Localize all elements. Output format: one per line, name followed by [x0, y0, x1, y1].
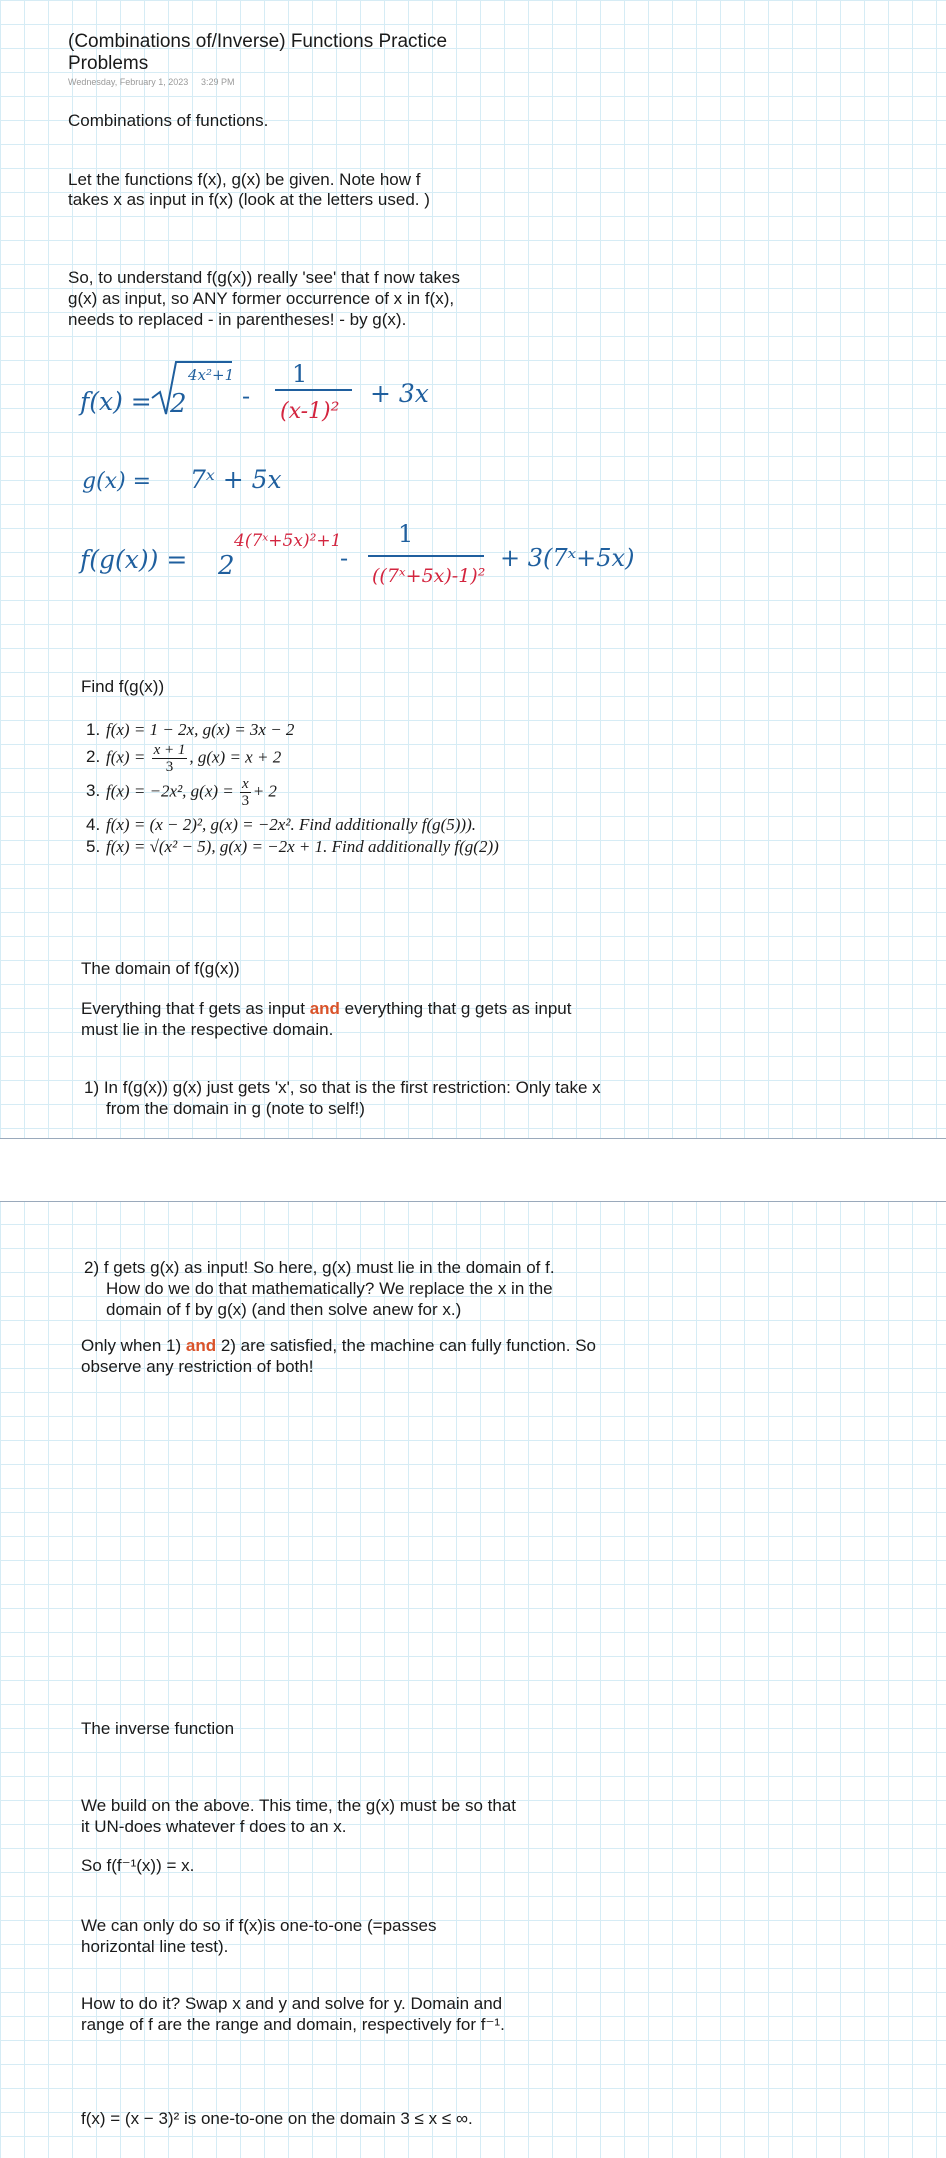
hw-f-root-base: 2	[170, 389, 187, 419]
hw-fg-exponent: 4(7ˣ+5x)²+1	[234, 531, 342, 551]
page-date: Wednesday, February 1, 2023	[68, 77, 189, 87]
hw-fg-tail: + 3(7ˣ+5x)	[500, 544, 635, 572]
restriction-2-line-1: 2) f gets g(x) as input! So here, g(x) must lie in the domain of f.	[84, 1258, 555, 1277]
inverse-line-2: it UN-does whatever f does to an x.	[81, 1817, 347, 1836]
hw-f-tail: + 3x	[370, 379, 429, 408]
exercise-item-4: 4. f(x) = (x − 2)², g(x) = −2x². Find additionally f(g(5))).	[86, 815, 476, 834]
hw-fg-frac-den: ((7ˣ+5x)-1)²	[372, 565, 486, 587]
explain-line-1: So, to understand f(g(x)) really 'see' that f now takes	[68, 268, 461, 287]
inverse-heading: The inverse function	[81, 1719, 235, 1738]
one-to-one-line-1: We can only do so if f(x)is one-to-one (=passes	[81, 1916, 437, 1935]
one-to-one-line-2: horizontal line test).	[81, 1937, 229, 1956]
hw-f-exponent: 4x²+1	[188, 366, 235, 384]
restriction-1-line-2: from the domain in g (note to self!)	[106, 1099, 365, 1118]
hw-g-label: g(x) =	[82, 469, 152, 494]
exercise-item-1: 1. f(x) = 1 − 2x, g(x) = 3x − 2	[86, 720, 295, 739]
hw-fg-label: f(g(x)) =	[80, 545, 188, 574]
domain-line-2: must lie in the respective domain.	[81, 1020, 334, 1039]
restriction-2-line-2: How do we do that mathematically? We replace the x in the	[106, 1279, 553, 1298]
exercise-item-2: 2. f(x) = $\frac{x + 1}{3}$ , g(x) = x + 2	[86, 742, 282, 775]
only-when-line-2: observe any restriction of both!	[81, 1357, 314, 1376]
how-to-line-2: range of f are the range and domain, respectively for f⁻¹.	[81, 2015, 505, 2034]
inverse-line-1: We build on the above. This time, the g(x) must be so that	[81, 1796, 516, 1815]
inverse-so-line: So f(f⁻¹(x)) = x.	[81, 1856, 195, 1875]
fraction-x-over-3: $\frac{x}{3}$	[241, 776, 250, 809]
fraction-x-plus-1-over-3: $\frac{x + 1}{3}$	[153, 742, 186, 775]
intro-line-2: takes x as input in f(x) (look at the letters used. )	[68, 190, 430, 209]
hw-f-frac-den: (x-1)²	[280, 399, 340, 424]
exercise-item-3: 3. f(x) = −2x², g(x) = $\frac{x}{3}$ + 2	[86, 776, 277, 809]
section-heading-combinations: Combinations of functions.	[68, 111, 269, 130]
hw-f-label: f(x) =	[80, 387, 152, 416]
page-title-line1: (Combinations of/Inverse) Functions Practice	[68, 31, 448, 52]
only-when-line-1: Only when 1) and 2) are satisfied, the machine can fully function. So	[81, 1336, 596, 1355]
example-one-to-one: f(x) = (x − 3)² is one-to-one on the domain 3 ≤ x ≤ ∞.	[81, 2109, 473, 2128]
hw-g-expr: 7ˣ + 5x	[190, 465, 282, 494]
explain-line-2: g(x) as input, so ANY former occurrence of x in f(x),	[68, 289, 455, 308]
exercise-item-5: 5. f(x) = √(x² − 5), g(x) = −2x + 1. Find additionally f(g(2))	[86, 837, 499, 856]
hw-fg-minus: -	[340, 544, 349, 572]
hw-f-minus: -	[242, 382, 251, 410]
explain-line-3: needs to replaced - in parentheses! - by g(x).	[68, 310, 407, 329]
how-to-line-1: How to do it? Swap x and y and solve for y. Domain and	[81, 1994, 503, 2013]
find-heading: Find f(g(x))	[81, 677, 165, 696]
hw-f-frac-num: 1	[292, 360, 308, 388]
page-title-line2: Problems	[68, 53, 149, 74]
page-break	[0, 1138, 946, 1202]
restriction-1-line-1: 1) In f(g(x)) g(x) just gets 'x', so that is the first restriction: Only take x	[84, 1078, 601, 1097]
domain-line-1: Everything that f gets as input and everything that g gets as input	[81, 999, 572, 1018]
restriction-2-line-3: domain of f by g(x) (and then solve anew for x.)	[106, 1300, 462, 1319]
page-time: 3:29 PM	[201, 77, 235, 87]
hw-fg-base: 2	[218, 551, 235, 581]
domain-heading: The domain of f(g(x))	[81, 959, 240, 978]
hw-fg-frac-num: 1	[398, 520, 414, 548]
intro-line-1: Let the functions f(x), g(x) be given. Note how f	[68, 170, 421, 189]
